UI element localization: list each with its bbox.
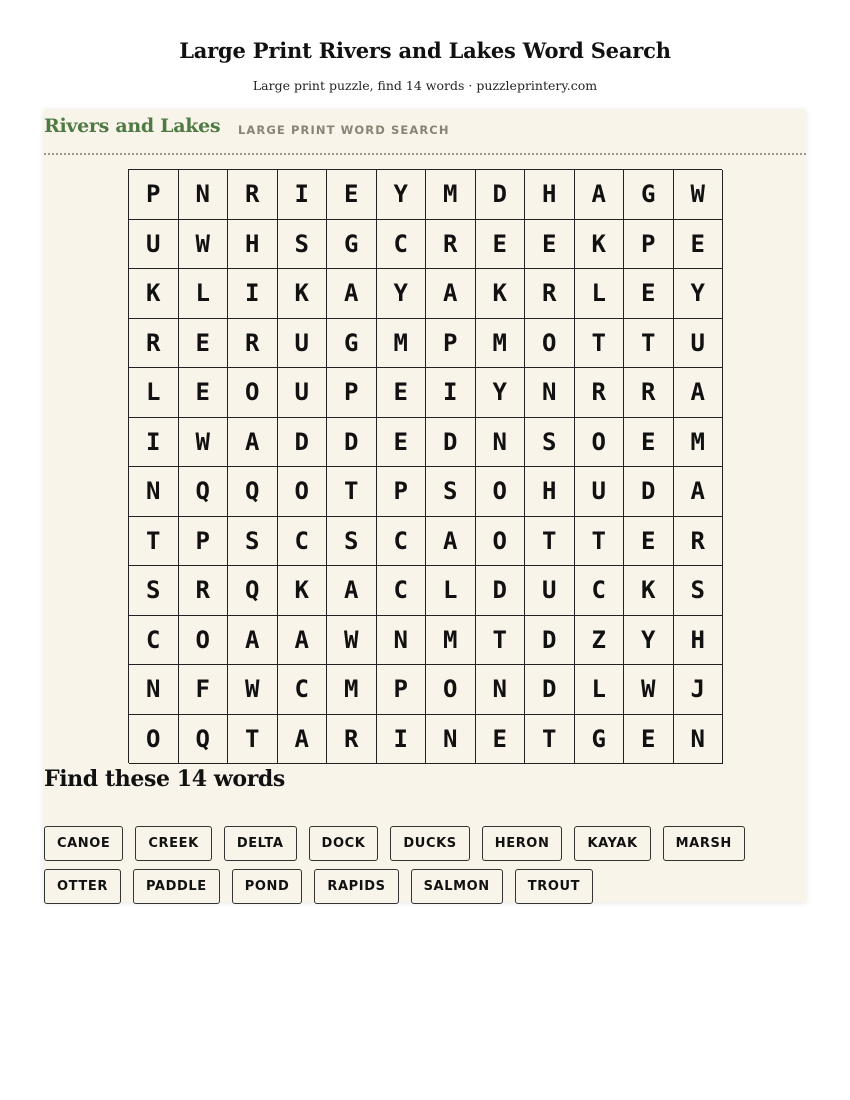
grid-cell[interactable]: E (327, 170, 377, 220)
grid-cell[interactable]: R (575, 368, 625, 418)
grid-cell[interactable]: K (278, 269, 328, 319)
grid-cell[interactable]: A (278, 715, 328, 765)
grid-cell[interactable]: N (476, 418, 526, 468)
grid-cell[interactable]: A (327, 566, 377, 616)
grid-cell[interactable]: Y (377, 269, 427, 319)
grid-cell[interactable]: P (327, 368, 377, 418)
grid-cell[interactable]: S (278, 220, 328, 270)
puzzle-card (44, 109, 806, 902)
grid-cell[interactable]: C (377, 220, 427, 270)
grid-cell[interactable]: C (278, 665, 328, 715)
grid-cell[interactable]: N (426, 715, 476, 765)
grid-cell[interactable]: H (674, 616, 724, 666)
grid-cell[interactable]: D (525, 665, 575, 715)
grid-cell[interactable]: L (179, 269, 229, 319)
grid-cell[interactable]: J (674, 665, 724, 715)
grid-cell[interactable]: H (228, 220, 278, 270)
grid-cell[interactable]: Q (228, 467, 278, 517)
grid-cell[interactable]: Y (674, 269, 724, 319)
word-list (44, 826, 806, 912)
grid-cell[interactable]: T (476, 616, 526, 666)
grid-cell[interactable]: S (525, 418, 575, 468)
grid-cell[interactable]: L (575, 665, 625, 715)
word-chip[interactable]: CANOE (44, 826, 123, 861)
grid-cell[interactable]: E (377, 368, 427, 418)
grid-cell[interactable]: T (129, 517, 179, 567)
grid-cell[interactable]: Y (377, 170, 427, 220)
word-chip[interactable]: TROUT (515, 869, 593, 904)
grid-cell[interactable]: E (624, 269, 674, 319)
word-chip[interactable]: MARSH (663, 826, 745, 861)
grid-cell[interactable]: G (327, 319, 377, 369)
word-chip[interactable]: DOCK (309, 826, 379, 861)
grid-cell[interactable]: W (228, 665, 278, 715)
grid-cell[interactable]: M (377, 319, 427, 369)
grid-cell[interactable]: T (624, 319, 674, 369)
grid-cell[interactable]: O (476, 467, 526, 517)
grid-cell[interactable]: E (525, 220, 575, 270)
word-chip[interactable]: DUCKS (390, 826, 469, 861)
grid-cell[interactable]: G (624, 170, 674, 220)
grid-cell[interactable]: P (179, 517, 229, 567)
grid-cell[interactable]: T (228, 715, 278, 765)
grid-cell[interactable]: R (674, 517, 724, 567)
grid-cell[interactable]: R (426, 220, 476, 270)
grid-cell[interactable]: U (575, 467, 625, 517)
word-chip[interactable]: DELTA (224, 826, 297, 861)
grid-cell[interactable]: M (674, 418, 724, 468)
grid-cell[interactable]: R (129, 319, 179, 369)
grid-cell[interactable]: M (476, 319, 526, 369)
letter-grid (128, 169, 722, 763)
grid-cell[interactable]: G (327, 220, 377, 270)
grid-cell[interactable]: N (129, 467, 179, 517)
grid-cell[interactable]: C (129, 616, 179, 666)
grid-cell[interactable]: R (179, 566, 229, 616)
grid-cell[interactable]: A (426, 517, 476, 567)
grid-cell[interactable]: H (525, 170, 575, 220)
grid-cell[interactable]: T (575, 517, 625, 567)
grid-cell[interactable]: P (624, 220, 674, 270)
grid-cell[interactable]: C (278, 517, 328, 567)
grid-cell[interactable]: I (426, 368, 476, 418)
grid-cell[interactable]: R (228, 319, 278, 369)
grid-cell[interactable]: A (228, 418, 278, 468)
grid-cell[interactable]: O (426, 665, 476, 715)
grid-cell[interactable]: H (525, 467, 575, 517)
grid-cell[interactable]: D (624, 467, 674, 517)
grid-cell[interactable]: D (426, 418, 476, 468)
grid-cell[interactable]: W (179, 418, 229, 468)
grid-cell[interactable]: O (476, 517, 526, 567)
grid-cell[interactable]: D (476, 170, 526, 220)
grid-cell[interactable]: U (129, 220, 179, 270)
grid-cell[interactable]: O (179, 616, 229, 666)
grid-cell[interactable]: D (525, 616, 575, 666)
grid-cell[interactable]: Q (179, 715, 229, 765)
grid-cell[interactable]: R (624, 368, 674, 418)
word-chip[interactable]: PADDLE (133, 869, 220, 904)
grid-cell[interactable]: A (327, 269, 377, 319)
grid-cell[interactable]: A (674, 368, 724, 418)
grid-cell[interactable]: W (674, 170, 724, 220)
grid-cell[interactable]: I (228, 269, 278, 319)
word-chip[interactable]: SALMON (411, 869, 503, 904)
grid-cell[interactable]: I (377, 715, 427, 765)
grid-cell[interactable]: D (476, 566, 526, 616)
grid-cell[interactable]: E (377, 418, 427, 468)
grid-cell[interactable]: I (129, 418, 179, 468)
grid-cell[interactable]: E (624, 418, 674, 468)
word-chip[interactable]: POND (232, 869, 303, 904)
grid-cell[interactable]: E (476, 220, 526, 270)
card-title: Rivers and Lakes (44, 115, 221, 137)
word-chip[interactable]: KAYAK (574, 826, 650, 861)
grid-cell[interactable]: E (179, 368, 229, 418)
grid-cell[interactable]: M (426, 616, 476, 666)
grid-cell[interactable]: K (476, 269, 526, 319)
grid-cell[interactable]: L (426, 566, 476, 616)
grid-cell[interactable]: K (624, 566, 674, 616)
grid-cell[interactable]: P (377, 665, 427, 715)
grid-cell[interactable]: W (179, 220, 229, 270)
word-chip[interactable]: RAPIDS (314, 869, 398, 904)
page-subtitle: Large print puzzle, find 14 words · puzzleprintery.com (252, 78, 598, 93)
grid-cell[interactable]: A (674, 467, 724, 517)
grid-cell[interactable]: R (525, 269, 575, 319)
grid-cell[interactable]: C (377, 566, 427, 616)
grid-cell[interactable]: D (278, 418, 328, 468)
grid-cell[interactable]: E (624, 715, 674, 765)
grid-cell[interactable]: K (278, 566, 328, 616)
words-heading: Find these 14 words (44, 766, 285, 792)
word-chip[interactable]: OTTER (44, 869, 121, 904)
grid-cell[interactable]: S (426, 467, 476, 517)
word-chip[interactable]: CREEK (135, 826, 211, 861)
grid-cell[interactable]: I (278, 170, 328, 220)
grid-cell[interactable]: P (377, 467, 427, 517)
grid-cell[interactable]: A (228, 616, 278, 666)
grid-cell[interactable]: S (674, 566, 724, 616)
grid-cell[interactable]: N (129, 665, 179, 715)
grid-cell[interactable]: R (228, 170, 278, 220)
grid-cell[interactable]: O (278, 467, 328, 517)
grid-cell[interactable]: K (575, 220, 625, 270)
card-header (44, 113, 806, 151)
grid-cell[interactable]: T (525, 715, 575, 765)
grid-cell[interactable]: A (426, 269, 476, 319)
grid-cell[interactable]: P (129, 170, 179, 220)
grid-cell[interactable]: E (179, 319, 229, 369)
grid-cell[interactable]: N (476, 665, 526, 715)
grid-cell[interactable]: O (228, 368, 278, 418)
grid-cell[interactable]: R (327, 715, 377, 765)
grid-cell[interactable]: Y (476, 368, 526, 418)
grid-cell[interactable]: W (327, 616, 377, 666)
grid-cell[interactable]: K (129, 269, 179, 319)
grid-cell[interactable]: C (575, 566, 625, 616)
grid-cell[interactable]: Z (575, 616, 625, 666)
grid-cell[interactable]: T (525, 517, 575, 567)
grid-cell[interactable]: O (525, 319, 575, 369)
grid-cell[interactable]: T (327, 467, 377, 517)
grid-cell[interactable]: F (179, 665, 229, 715)
word-row (44, 869, 806, 904)
grid-cell[interactable]: O (129, 715, 179, 765)
word-chip[interactable]: HERON (482, 826, 563, 861)
grid-cell[interactable]: Y (624, 616, 674, 666)
grid-cell[interactable]: E (476, 715, 526, 765)
grid-cell[interactable]: A (575, 170, 625, 220)
card-tag: LARGE PRINT WORD SEARCH (238, 123, 450, 137)
grid-cell[interactable]: D (327, 418, 377, 468)
grid-cell[interactable]: W (624, 665, 674, 715)
grid-cell[interactable]: G (575, 715, 625, 765)
grid-cell[interactable]: N (525, 368, 575, 418)
grid-cell[interactable]: N (674, 715, 724, 765)
grid-cell[interactable]: M (327, 665, 377, 715)
grid-cell[interactable]: O (575, 418, 625, 468)
grid-cell[interactable]: N (377, 616, 427, 666)
dotted-divider (44, 153, 806, 155)
grid-cell[interactable]: U (278, 319, 328, 369)
grid-cell[interactable]: S (228, 517, 278, 567)
grid-cell[interactable]: L (129, 368, 179, 418)
grid-cell[interactable]: S (327, 517, 377, 567)
grid-cell[interactable]: S (129, 566, 179, 616)
grid-cell[interactable]: Q (228, 566, 278, 616)
page-title: Large Print Rivers and Lakes Word Search (179, 38, 671, 63)
grid-cell[interactable]: U (525, 566, 575, 616)
grid-cell[interactable]: U (278, 368, 328, 418)
grid-cell[interactable]: C (377, 517, 427, 567)
grid-cell[interactable]: Q (179, 467, 229, 517)
grid-cell[interactable]: E (674, 220, 724, 270)
grid-cell[interactable]: T (575, 319, 625, 369)
word-row (44, 826, 806, 861)
grid-cell[interactable]: E (624, 517, 674, 567)
grid-cell[interactable]: P (426, 319, 476, 369)
grid-cell[interactable]: A (278, 616, 328, 666)
grid-cell[interactable]: U (674, 319, 724, 369)
grid-cell[interactable]: L (575, 269, 625, 319)
grid-cell[interactable]: N (179, 170, 229, 220)
grid-cell[interactable]: M (426, 170, 476, 220)
